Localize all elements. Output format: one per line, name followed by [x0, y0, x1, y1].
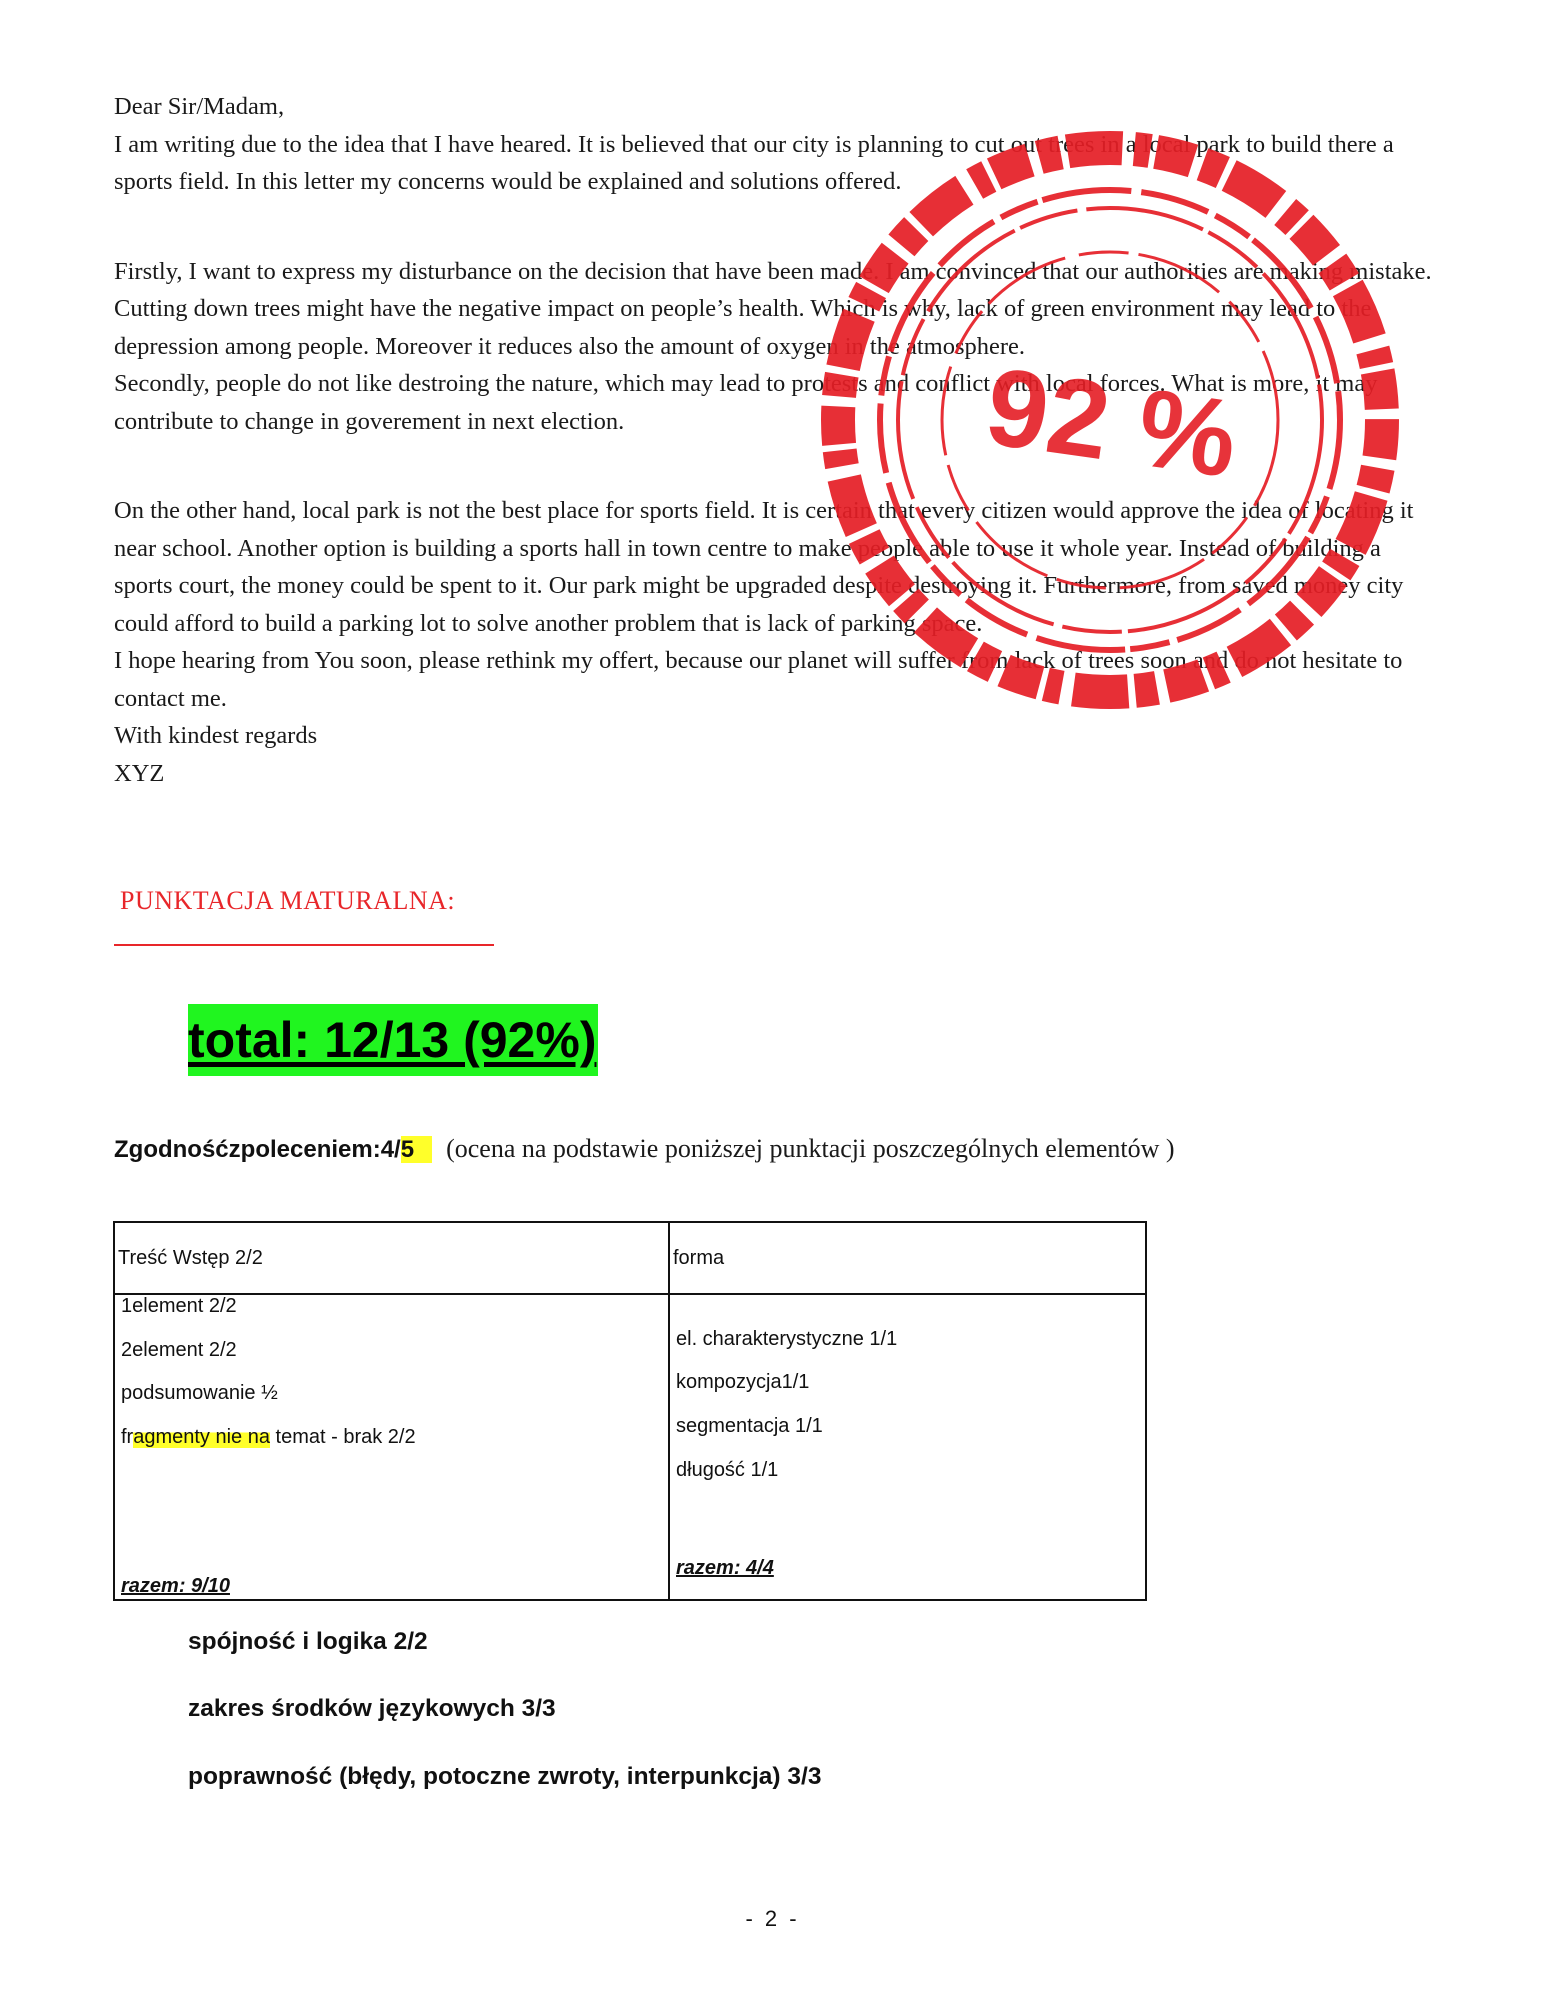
criterion-accuracy: poprawność (błędy, potoczne zwroty, interpunkcja) 3/3 — [188, 1763, 822, 1790]
task-compliance-line — [114, 1132, 1175, 1167]
letter-signature: XYZ — [114, 759, 165, 787]
form-item: el. charakterystyczne 1/1 — [676, 1328, 898, 1350]
letter-greeting: Dear Sir/Madam, — [114, 93, 285, 120]
task-compliance-note: (ocena na podstawie poniższej punktacji poszczególnych elementów ) — [446, 1134, 1175, 1163]
content-item-off-topic: fragmenty nie na temat - brak 2/2 — [121, 1426, 416, 1448]
table-header-form: forma — [669, 1222, 1146, 1294]
content-total: razem: 9/10 — [121, 1575, 230, 1597]
grade-stamp — [800, 110, 1420, 730]
table-cell-content — [114, 1294, 669, 1600]
criterion-language-range: zakres środków językowych 3/3 — [188, 1695, 556, 1722]
form-total: razem: 4/4 — [676, 1557, 774, 1579]
task-compliance-score: 5 — [401, 1136, 432, 1163]
form-item: kompozycja1/1 — [676, 1371, 810, 1393]
content-item: podsumowanie ½ — [121, 1382, 278, 1404]
letter-paragraph-2: Firstly, I want to express my disturbance on the decision that have been made. I am convinced that our authorities are making mistake. Cutting down trees might have the negative impact on people’s health. Which is why, lack of green environment may lead to the depression among people. Moreover it reduces also the amount of oxygen in the atmosphere. — [114, 257, 1432, 360]
form-item: segmentacja 1/1 — [676, 1415, 823, 1437]
form-item: długość 1/1 — [676, 1459, 779, 1481]
letter-paragraph-1: I am writing due to the idea that I have heared. It is believed that our city is planning to cut out trees in a local park to build there a sports field. In this letter my concerns would be explained and solutions offered. — [114, 130, 1394, 195]
total-score: total: 12/13 (92%) — [188, 1004, 598, 1076]
scoring-title: PUNKTACJA MATURALNA: — [120, 886, 456, 915]
table-cell-form — [669, 1294, 1146, 1600]
letter-paragraph-5: I hope hearing from You soon, please rethink my offert, because our planet will suffer from lack of trees soon and do not hesitate to contact me. — [114, 647, 1403, 712]
letter-paragraph-4: On the other hand, local park is not the best place for sports field. It is certain that every citizen would approve the idea of locating it near school. Another option is building a sports hall in town centre to make people able to use it whole year. Instead of building a sports court, the money could be spent to it. Our park might be upgraded despite destroying it. Furthermore, from saved money city could afford to build a parking lot to solve another problem that is lack of parking space. — [114, 497, 1414, 637]
content-item: 2element 2/2 — [121, 1339, 237, 1361]
scoring-title-underline — [114, 944, 494, 946]
content-item: 1element 2/2 — [121, 1295, 237, 1317]
table-header-content: Treść Wstęp 2/2 — [114, 1222, 669, 1294]
score-table — [113, 1221, 1147, 1601]
criterion-coherence: spójność i logika 2/2 — [188, 1628, 428, 1655]
stamp-percentage: 92 % — [978, 344, 1245, 502]
letter-closing: With kindest regards — [114, 722, 318, 749]
task-compliance-label: Zgodnośćzpoleceniem:4/ — [114, 1136, 401, 1163]
page-number: - 2 - — [745, 1906, 800, 1931]
off-topic-highlight: agmenty nie na — [133, 1426, 270, 1448]
letter-paragraph-3: Secondly, people do not like destroing the nature, which may lead to protests and conflict with local forces. What is more, it may contribute to change in goverement in next election. — [114, 370, 1378, 435]
